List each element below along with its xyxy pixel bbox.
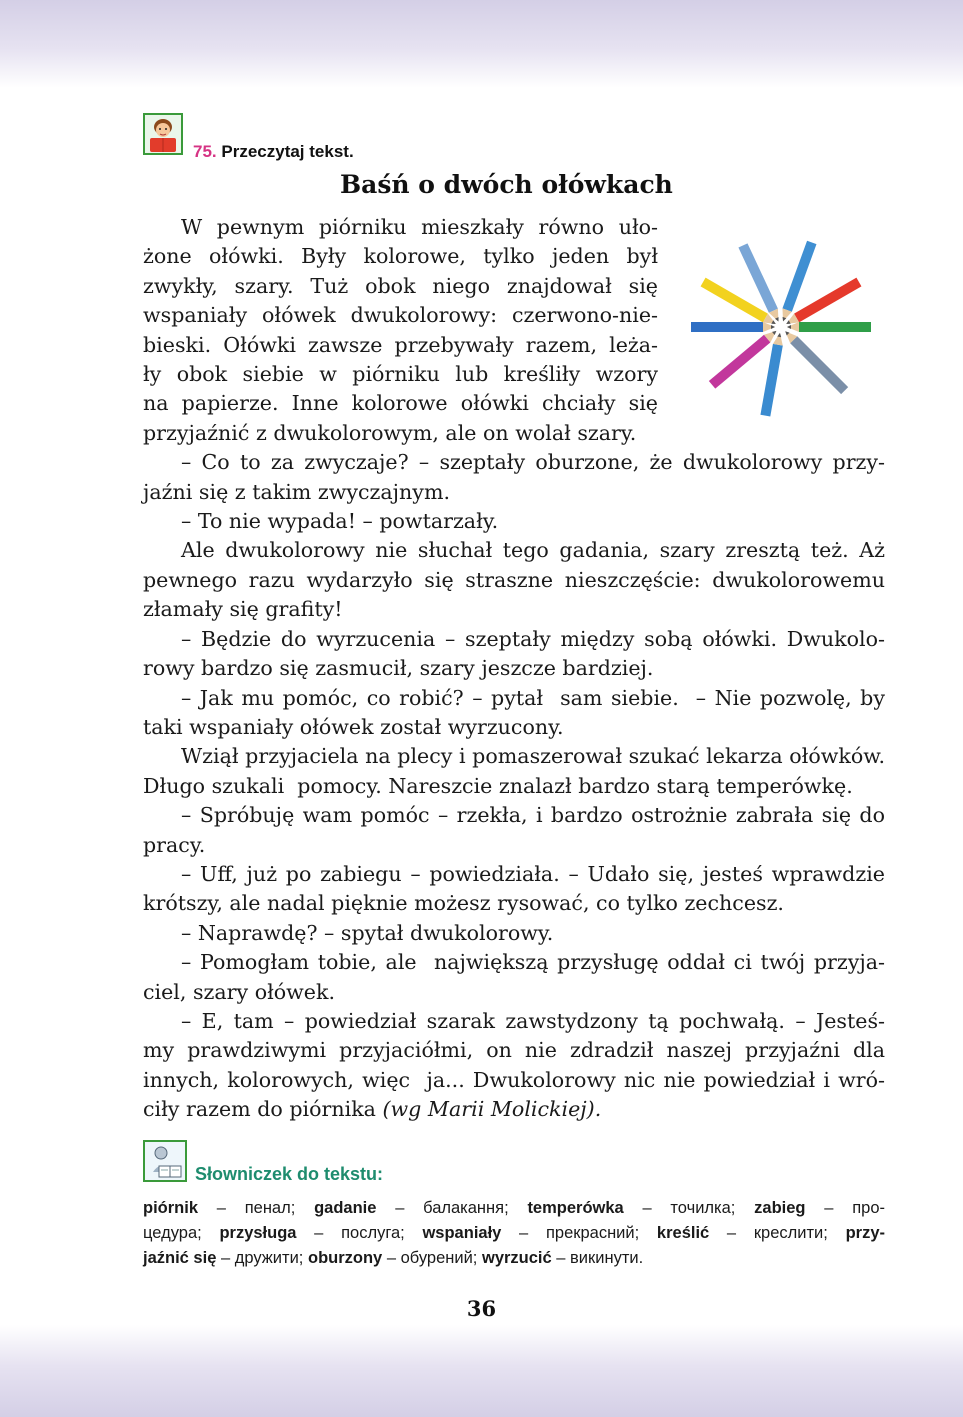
dict-term: gadanie	[314, 1199, 377, 1217]
top-band	[0, 0, 963, 88]
dict-translation: – викинути.	[551, 1249, 644, 1267]
dict-translation: – обурений;	[382, 1249, 482, 1267]
text-line: – Będzie do wyrzucenia – szeptały między sobą ołówki. Dwukolo-	[181, 626, 885, 651]
text-line: – Jak mu pomóc, co robić? – pytał sam siebie. – Nie pozwolę, by	[181, 685, 885, 710]
dict-translation: – дружити;	[216, 1249, 308, 1267]
dict-term: wyrzucić	[481, 1249, 552, 1267]
task-instruction	[193, 142, 354, 162]
text-line-final	[143, 1095, 885, 1124]
page-number: 36	[466, 1296, 497, 1321]
text-line: – Pomogłam tobie, ale największą przysługę oddał ci twój przyja-	[181, 950, 885, 975]
dict-term: temperówka	[527, 1199, 624, 1217]
text-line: wspaniały ołówek dwukolorowy: czerwono-nie-	[143, 303, 658, 328]
dictionary-line	[143, 1246, 885, 1271]
text-line: ciel, szary ołówek.	[143, 979, 336, 1004]
dict-translation: – точилка;	[623, 1199, 755, 1217]
text-line: zwykły, szary. Tuż obok niego znajdował się	[143, 273, 658, 298]
text-line: pracy.	[143, 832, 206, 857]
dictionary-line	[143, 1196, 885, 1221]
dict-term: piórnik	[143, 1199, 199, 1217]
text-line: złamały się grafity!	[143, 597, 343, 622]
text-line: – Uff, już po zabiegu – powiedziała. – Udało się, jesteś wprawdzie	[181, 861, 885, 886]
text-line: my prawdziwymi przyjaciółmi, on nie zdradził naszej przyjaźni dla	[143, 1038, 885, 1063]
text-line: pewnego razu wydarzyło się straszne nieszczęście: dwukolorowemu	[143, 567, 885, 592]
text-line: przyjaźnić z dwukolorowym, ale on wolał szary.	[143, 420, 637, 445]
dict-term: jaźnić się	[143, 1249, 217, 1267]
text-line: rowy bardzo się zasmucił, szary jeszcze bardziej.	[143, 656, 654, 681]
text-line-final-body: ciły razem do piórnika	[143, 1097, 383, 1122]
bottom-band	[0, 1325, 963, 1417]
text-line: – Spróbuję wam pomóc – rzekła, i bardzo ostrożnie zabrała się do	[181, 803, 885, 828]
text-line: krótszy, ale nadal pięknie możesz rysować, co tylko zechcesz.	[143, 891, 784, 916]
text-line: na papierze. Inne kolorowe ołówki chciały się	[143, 391, 658, 416]
dict-translation: – пенал;	[198, 1199, 315, 1217]
text-line: ły obok siebie w piórniku lub kreśliły wzory	[143, 362, 658, 387]
dict-translation: – креслити;	[709, 1224, 846, 1242]
task-text: Przeczytaj tekst.	[221, 142, 354, 161]
dict-term: kreślić	[656, 1224, 710, 1242]
text-line: – To nie wypada! – powtarzały.	[181, 509, 499, 534]
story-title: Baśń o dwóch ołówkach	[340, 170, 673, 199]
text-line: jaźni się z takim zwyczajnym.	[143, 479, 451, 504]
text-line: Ale dwukolorowy nie słuchał tego gadania, szary zresztą też. Aż	[181, 538, 885, 563]
text-line: Długo szukali pomocy. Nareszcie znalazł bardzo starą temperówkę.	[143, 773, 853, 798]
dict-translation: – балакання;	[376, 1199, 528, 1217]
dict-translation: – послуга;	[296, 1224, 423, 1242]
text-line: – Naprawdę? – spytał dwukolorowy.	[181, 920, 554, 945]
dictionary-icon	[143, 1140, 187, 1182]
text-line: żone ołówki. Były kolorowe, tylko jeden był	[143, 244, 658, 269]
text-line: – Co to za zwyczaje? – szeptały oburzone, że dwukolorowy przy-	[181, 450, 885, 475]
dict-term: przy-	[845, 1224, 885, 1242]
text-line: taki wspaniały ołówek został wyrzucony.	[143, 714, 564, 739]
dictionary-title: Słowniczek do tekstu:	[195, 1164, 384, 1184]
reading-child-icon	[143, 113, 183, 155]
dict-term: oburzony	[307, 1249, 383, 1267]
dictionary-line	[143, 1221, 885, 1246]
dict-translation: цедура;	[143, 1224, 220, 1242]
dict-translation: – прекрасний;	[501, 1224, 657, 1242]
dictionary-text	[143, 1196, 885, 1271]
text-line: Wziął przyjaciela na plecy i pomaszerował szukać lekarza ołówków.	[181, 744, 885, 769]
text-line: – E, tam – powiedział szarak zawstydzony tą pochwałą. – Jesteś-	[181, 1008, 885, 1033]
dict-translation: – про-	[805, 1199, 885, 1217]
dict-term: wspaniały	[422, 1224, 502, 1242]
text-line: bieski. Ołówki zawsze przebywały razem, leża-	[143, 332, 658, 357]
source-note: (wg Marii Molickiej).	[382, 1097, 602, 1122]
text-line: W pewnym piórniku mieszkały równo uło-	[181, 215, 658, 239]
dict-term: zabieg	[754, 1199, 806, 1217]
text-line: innych, kolorowych, więc ja... Dwukolorowy nic nie powiedział i wró-	[143, 1067, 885, 1092]
task-number: 75.	[193, 142, 217, 161]
dict-term: przysługa	[219, 1224, 297, 1242]
story-text	[143, 213, 885, 1125]
